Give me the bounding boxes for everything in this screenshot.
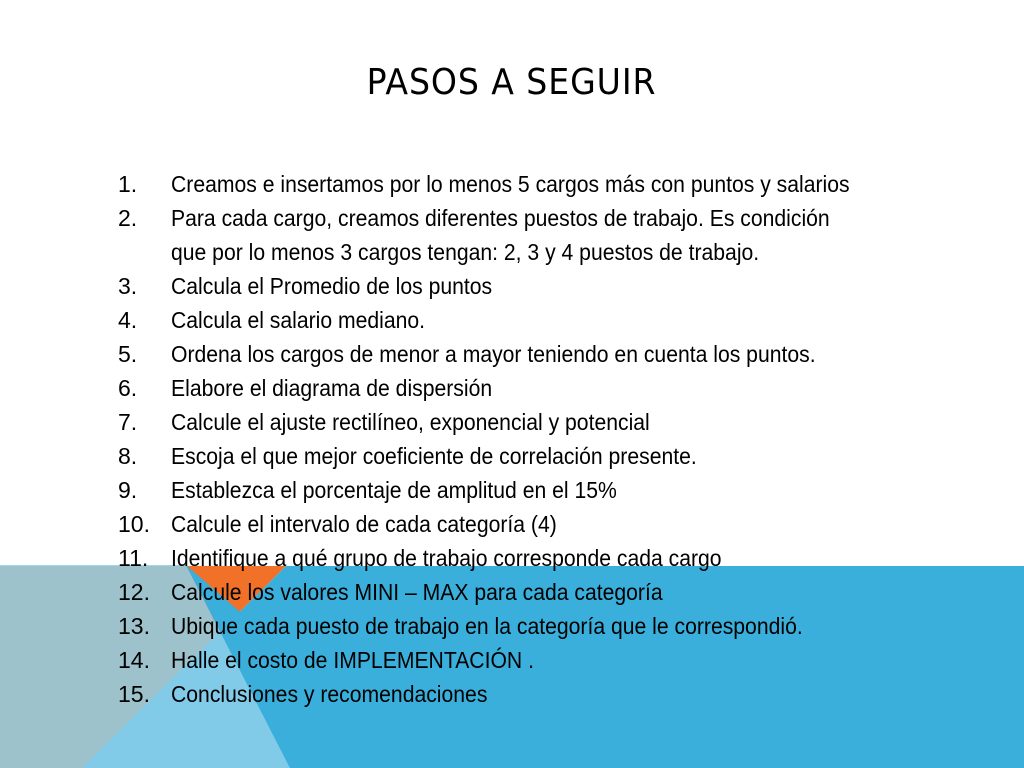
step-text: Halle el costo de IMPLEMENTACIÓN . [171, 647, 534, 673]
step-number: 10. [118, 511, 150, 537]
list-item [118, 507, 938, 541]
step-text: Calcula el Promedio de los puntos [171, 273, 493, 299]
list-item [118, 677, 938, 711]
step-text: Calcule el intervalo de cada categoría (4) [171, 511, 557, 537]
step-number: 3. [118, 273, 138, 299]
step-text: Para cada cargo, creamos diferentes puestos de trabajo. Es condición que por lo menos 3 cargos tengan: 2, 3 y 4 puestos de trabajo. [171, 205, 830, 265]
step-number: 9. [118, 477, 138, 503]
steps-list [118, 167, 938, 711]
list-item [118, 337, 938, 371]
list-item [118, 167, 938, 201]
step-number: 5. [118, 341, 138, 367]
step-text: Identifique a qué grupo de trabajo corresponde cada cargo [171, 545, 722, 571]
list-item [118, 303, 938, 337]
step-text: Calcule los valores MINI – MAX para cada categoría [171, 579, 663, 605]
list-item [118, 201, 938, 269]
step-number: 14. [118, 647, 150, 673]
step-text: Conclusiones y recomendaciones [171, 681, 488, 707]
list-item [118, 439, 938, 473]
step-number: 6. [118, 375, 138, 401]
list-item [118, 643, 938, 677]
list-item [118, 575, 938, 609]
step-number: 8. [118, 443, 138, 469]
step-text: Elabore el diagrama de dispersión [171, 375, 493, 401]
step-text: Ordena los cargos de menor a mayor teniendo en cuenta los puntos. [171, 341, 816, 367]
step-number: 12. [118, 579, 150, 605]
step-text: Calcula el salario mediano. [171, 307, 426, 333]
step-number: 13. [118, 613, 150, 639]
list-item [118, 473, 938, 507]
step-number: 2. [118, 205, 138, 231]
list-item [118, 541, 938, 575]
slide-title-text: PASOS A SEGUIR [367, 62, 657, 103]
slide-title [0, 62, 1024, 103]
step-text: Creamos e insertamos por lo menos 5 cargos más con puntos y salarios [171, 171, 850, 197]
list-item [118, 269, 938, 303]
step-number: 7. [118, 409, 138, 435]
step-text: Ubique cada puesto de trabajo en la categoría que le correspondió. [171, 613, 803, 639]
step-number: 15. [118, 681, 150, 707]
step-text: Escoja el que mejor coeficiente de correlación presente. [171, 443, 697, 469]
list-item [118, 371, 938, 405]
list-item [118, 405, 938, 439]
step-text: Establezca el porcentaje de amplitud en el 15% [171, 477, 617, 503]
step-number: 4. [118, 307, 138, 333]
step-number: 1. [118, 171, 138, 197]
step-text: Calcule el ajuste rectilíneo, exponencial y potencial [171, 409, 650, 435]
list-item [118, 609, 938, 643]
step-number: 11. [118, 545, 149, 571]
